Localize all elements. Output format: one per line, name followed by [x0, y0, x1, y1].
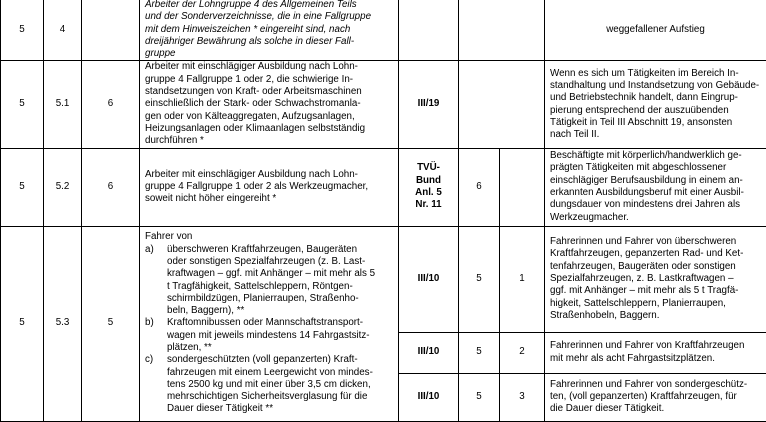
- tv-eg-cell: 6: [459, 148, 500, 226]
- tv-eg-cell: [459, 0, 500, 61]
- list-item: [145, 354, 393, 415]
- tv-eg-cell: 5: [459, 373, 500, 421]
- reference-cell: TVÜ- Bund Anl. 5 Nr. 11: [399, 148, 459, 226]
- table-row: [1, 148, 766, 226]
- fallgruppe-cell: 6: [82, 61, 140, 148]
- table-row: [1, 61, 766, 148]
- taetigkeit-cell: Arbeiter mit einschlägiger Ausbildung nach Lohn- gruppe 4 Fallgruppe 1 oder 2 als Werkzeugmacher, soweit nicht höher eingereiht *: [140, 148, 399, 226]
- tv-eg-cell: 5: [459, 332, 500, 373]
- stufe-cell: 1: [500, 226, 545, 332]
- reference-cell: III/10: [399, 226, 459, 332]
- note-cell: Fahrerinnen und Fahrer von überschweren Kraftfahrzeugen, gepanzerten Rad- und Ket- tenfahrzeugen, Baugeräten oder sonstigen Spezialfahrzeugen, z. B. Lastkraftwagen – ggf. mit Anhänger – mit mehr als 5 t Tragfä- higkeit, Sattelschleppern, Planierraupen, Straßenhobeln, Baggern.: [545, 226, 766, 332]
- fallgruppe-cell: 5: [82, 226, 140, 421]
- taetigkeit-cell: Arbeiter mit einschlägiger Ausbildung nach Lohn- gruppe 4 Fallgruppe 1 oder 2, die schwierige In- standsetzungen von Kraft- oder Arbeitsmaschinen einschließlich der Stark- oder Schwachstromanla- gen oder von Kälteaggregaten, Aufzugsanlagen, Heizungsanlagen oder Klimaanlagen selbstständig durchführen *: [140, 61, 399, 148]
- note-cell: weggefallener Aufstieg: [545, 0, 766, 61]
- stufe-cell: 2: [500, 332, 545, 373]
- stufe-cell: [500, 148, 545, 226]
- entgeltgruppe-cell: 5: [1, 226, 44, 421]
- list-marker: b): [145, 317, 167, 354]
- stufe-cell: 3: [500, 373, 545, 421]
- tv-eg-cell: [459, 61, 500, 148]
- stufe-cell: [500, 61, 545, 148]
- tv-eg-cell: 5: [459, 226, 500, 332]
- note-cell: Fahrerinnen und Fahrer von Kraftfahrzeugen mit mehr als acht Fahrgastsitzplätzen.: [545, 332, 766, 373]
- note-cell: Beschäftigte mit körperlich/handwerklich ge- prägten Tätigkeiten mit abgeschlossener einschlägiger Berufsausbildung in einem an- erkannten Ausbildungsberuf mit einer Ausbil- dungsdauer von mindestens drei Jahren als Werkzeugmacher.: [545, 148, 766, 226]
- fahrer-intro: Fahrer von: [145, 231, 393, 243]
- table-row: [1, 226, 766, 332]
- list-marker: a): [145, 244, 167, 318]
- list-item: [145, 244, 393, 318]
- stufe-cell: [500, 0, 545, 61]
- reference-cell: III/10: [399, 373, 459, 421]
- taetigkeit-cell: Arbeiter der Lohngruppe 4 des Allgemeinen Teils und der Sonderverzeichnisse, die in eine Fallgruppe mit dem Hinweiszeichen * eingereiht sind, nach dreijähriger Bewährung als solche in dieser Fall- gruppe: [140, 0, 399, 61]
- laufende-nummer-cell: 5.2: [44, 148, 82, 226]
- fahrer-list: [145, 244, 393, 416]
- table-row: [1, 0, 766, 61]
- note-cell: Fahrerinnen und Fahrer von sondergeschütz- ten, (voll gepanzerten) Kraftfahrzeugen, für die Dauer dieser Tätigkeit.: [545, 373, 766, 421]
- list-text: Kraftomnibussen oder Mannschaftstransport- wagen mit jeweils mindestens 14 Fahrgastsitz- plätzen, **: [167, 317, 393, 354]
- fallgruppe-cell: [82, 0, 140, 61]
- entgeltgruppe-cell: 5: [1, 61, 44, 148]
- fahrer-taetigkeit-cell: [140, 226, 399, 421]
- note-cell: Wenn es sich um Tätigkeiten im Bereich In- standhaltung und Instandsetzung von Gebäude- und Betriebstechnik handelt, dann Eingrup- pierung entsprechend der auszuübenden Tätigkeit in Teil III Abschnitt 19, ansonsten nach Teil II.: [545, 61, 766, 148]
- list-marker: c): [145, 354, 167, 415]
- list-item: [145, 317, 393, 354]
- reference-cell: [399, 0, 459, 61]
- list-text: überschweren Kraftfahrzeugen, Baugeräten oder sonstigen Spezialfahrzeugen (z. B. Last- kraftwagen – ggf. mit Anhänger – mit mehr als 5 t Tragfähigkeit, Sattelschleppern, Röntgen- schirmbildzügen, Planierraupen, Straßenho- beln, Baggern), **: [167, 244, 393, 318]
- fallgruppe-cell: 6: [82, 148, 140, 226]
- laufende-nummer-cell: 5.1: [44, 61, 82, 148]
- entgeltgruppe-cell: 5: [1, 148, 44, 226]
- entgeltgruppe-cell: 5: [1, 0, 44, 61]
- reference-cell: III/19: [399, 61, 459, 148]
- laufende-nummer-cell: 4: [44, 0, 82, 61]
- laufende-nummer-cell: 5.3: [44, 226, 82, 421]
- list-text: sondergeschützten (voll gepanzerten) Kraft- fahrzeugen mit einem Leergewicht von mindes- tens 2500 kg und mit einer über 3,5 cm dicken, mehrschichtigen Sicherheitsverglasung für die Dauer dieser Tätigkeit **: [167, 354, 393, 415]
- reference-cell: III/10: [399, 332, 459, 373]
